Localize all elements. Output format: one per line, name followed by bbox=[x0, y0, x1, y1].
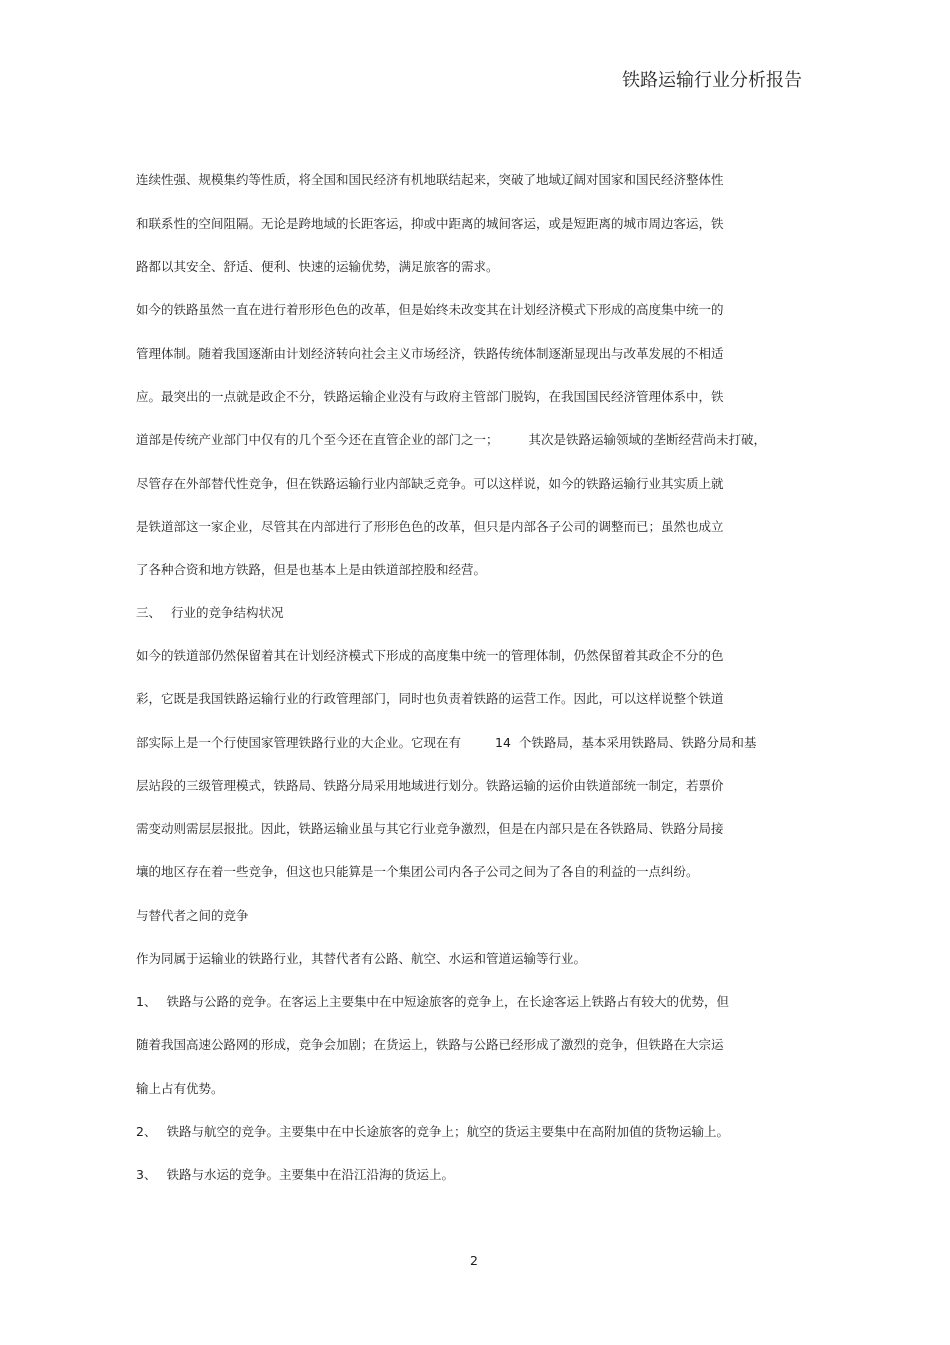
body-line: 了各种合资和地方铁路，但是也基本上是由铁道部控股和经营。 bbox=[136, 562, 487, 577]
body-line: 路都以其安全、舒适、便利、快速的运输优势，满足旅客的需求。 bbox=[136, 259, 499, 274]
list-number: 3、 bbox=[136, 1167, 157, 1182]
body-line: 如今的铁路虽然一直在进行着形形色色的改革，但是始终未改变其在计划经济模式下形成的高度集中统一的 bbox=[136, 302, 724, 317]
body-line: 尽管存在外部替代性竞争，但在铁路运输行业内部缺乏竞争。可以这样说，如今的铁路运输行业其实质上就 bbox=[136, 476, 724, 491]
list-number: 1、 bbox=[136, 994, 157, 1009]
list-item bbox=[136, 1124, 729, 1140]
subheading: 与替代者之间的竞争 bbox=[136, 908, 249, 923]
list-item bbox=[136, 994, 729, 1010]
section-title: 行业的竞争结构状况 bbox=[171, 605, 284, 620]
body-line bbox=[136, 735, 756, 751]
section-number: 三、 bbox=[136, 605, 162, 620]
body-line: 彩，它既是我国铁路运输行业的行政管理部门，同时也负责着铁路的运营工作。因此，可以这样说整个铁道 bbox=[136, 691, 724, 706]
body-line: 输上占有优势。 bbox=[136, 1081, 224, 1096]
list-text: 铁路与航空的竞争。主要集中在中长途旅客的竞争上；航空的货运主要集中在高附加值的货物运输上。 bbox=[166, 1124, 729, 1139]
body-line: 层站段的三级管理模式，铁路局、铁路分局采用地域进行划分。铁路运输的运价由铁道部统一制定，若票价 bbox=[136, 778, 724, 793]
body-line: 管理体制。随着我国逐渐由计划经济转向社会主义市场经济，铁路传统体制逐渐显现出与改革发展的不相适 bbox=[136, 346, 724, 361]
body-line-part: 个铁路局，基本采用铁路局、铁路分局和基 bbox=[518, 735, 757, 750]
list-item bbox=[136, 1167, 454, 1183]
body-line: 壤的地区存在着一些竞争，但这也只能算是一个集团公司内各子公司之间为了各自的利益的一点纠纷。 bbox=[136, 864, 699, 879]
inline-number: 14 bbox=[495, 735, 511, 750]
body-line-part: 其次是铁路运输领域的垄断经营尚未打破， bbox=[528, 432, 767, 447]
body-line: 连续性强、规模集约等性质，将全国和国民经济有机地联结起来，突破了地域辽阔对国家和国民经济整体性 bbox=[136, 172, 724, 187]
body-line: 需变动则需层层报批。因此，铁路运输业虽与其它行业竞争激烈，但是在内部只是在各铁路局、铁路分局接 bbox=[136, 821, 724, 836]
list-text: 铁路与水运的竞争。主要集中在沿江沿海的货运上。 bbox=[166, 1167, 454, 1182]
page-number: 2 bbox=[470, 1253, 478, 1268]
section-heading bbox=[136, 605, 284, 621]
body-line: 随着我国高速公路网的形成，竞争会加剧；在货运上，铁路与公路已经形成了激烈的竞争，但铁路在大宗运 bbox=[136, 1037, 724, 1052]
body-line bbox=[136, 432, 766, 448]
body-line: 和联系性的空间阻隔。无论是跨地域的长距客运，抑或中距离的城间客运，或是短距离的城市周边客运，铁 bbox=[136, 216, 724, 231]
list-number: 2、 bbox=[136, 1124, 157, 1139]
list-text: 铁路与公路的竞争。在客运上主要集中在中短途旅客的竞争上，在长途客运上铁路占有较大的优势，但 bbox=[166, 994, 729, 1009]
body-line: 作为同属于运输业的铁路行业，其替代者有公路、航空、水运和管道运输等行业。 bbox=[136, 951, 587, 966]
body-line: 应。最突出的一点就是政企不分，铁路运输企业没有与政府主管部门脱钩，在我国国民经济管理体系中，铁 bbox=[136, 389, 724, 404]
body-line: 是铁道部这一家企业，尽管其在内部进行了形形色色的改革，但只是内部各子公司的调整而已；虽然也成立 bbox=[136, 519, 724, 534]
body-line-part: 部实际上是一个行使国家管理铁路行业的大企业。它现在有 bbox=[136, 735, 462, 750]
page-header-title: 铁路运输行业分析报告 bbox=[622, 70, 802, 91]
body-line: 如今的铁道部仍然保留着其在计划经济模式下形成的高度集中统一的管理体制，仍然保留着其政企不分的色 bbox=[136, 648, 724, 663]
body-line-part: 道部是传统产业部门中仅有的几个至今还在直管企业的部门之一； bbox=[136, 432, 499, 447]
